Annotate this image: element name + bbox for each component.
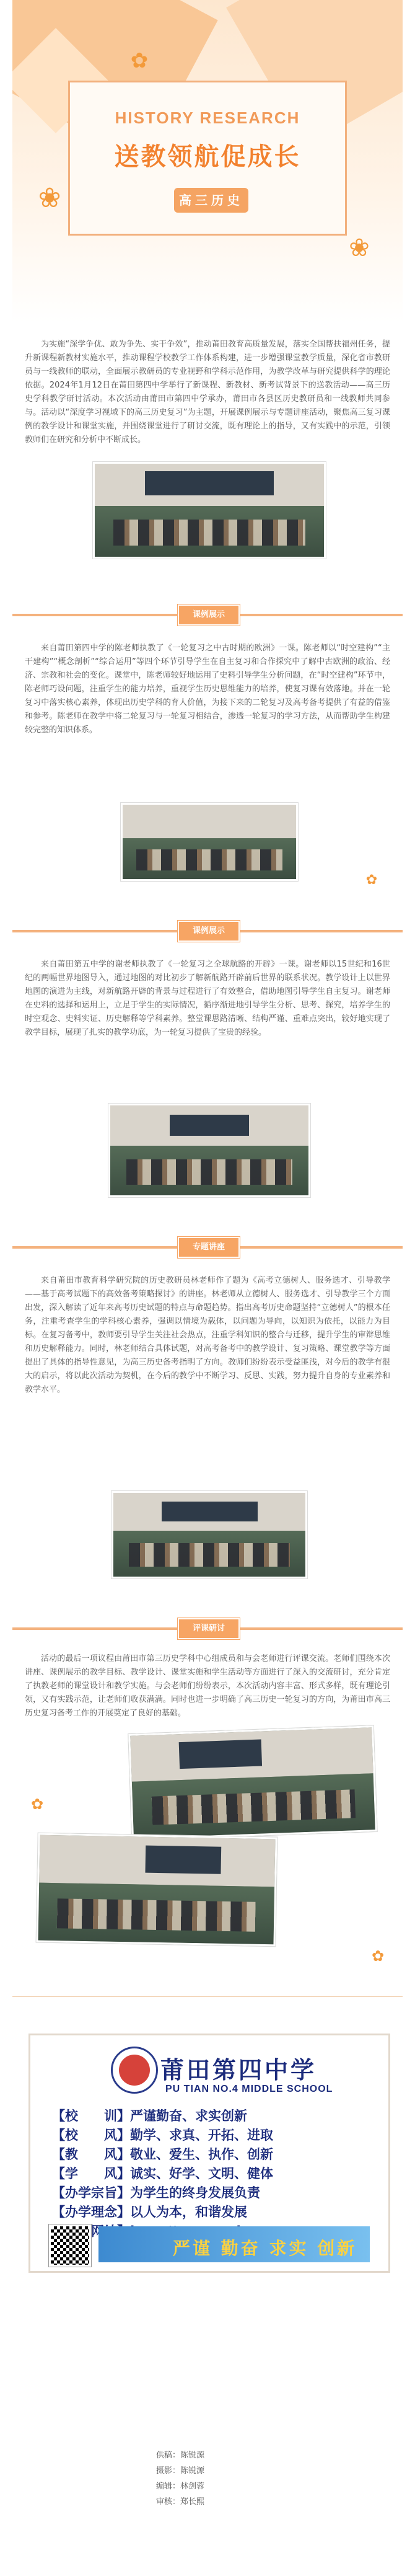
section-photo [121,803,298,881]
credit-line: 供稿：陈锐源 [156,2451,205,2460]
section-photo [36,1833,277,1947]
school-info-list [52,2107,286,2241]
intro-paragraph: 为实施“深学争优、敢为争先、实干争效”，推动莆田教育高质量发展，落实全国帮扶福州任务，提升新课程新教材实施水平，推动课程学校教学工作体系构建，进一步增强课堂教学质量，深化省市教研员与一线教师的联动，全面展示教研员的专业视野和学科示范作用，为教学改革与研究提供科学的理论依据。2024年1月12日在莆田第四中学举行了新课程、新教材、新考试背景下的送教活动——高三历史学科教学研讨活动。本次活动由莆田市第四中学承办，莆田市各县区历史教研员和一线教师共同参与。活动以“深度学习视域下的高三历史复习”为主题，开展课例展示与专题讲座活动，聚焦高三复习课例的教学设计和课堂实施，并围绕课堂进行了研讨交流，既有理论上的指导，又有实践中的示范，引领教师们在研究和分析中不断成长。 [25,340,390,445]
school-info-row: 【学 风】诚实、好学、文明、健体 [52,2166,273,2181]
hero-frame [68,81,347,236]
section-text: 活动的最后一项议程由莆田市第三历史学科中心组成员和与会老师进行评课交流。老师们围绕本次讲座、课例展示的教学目标、教学设计、课堂实施和学生活动等方面进行了深入的交流研讨，充分肯定了执教老师的课堂设计和教学实施。与会老师们纷纷表示，本次活动内容丰富、形式多样，既有理论引领，又有实践示范，让老师们收获满满。同时也进一步明确了高三历史一轮复习的方向，为莆田市高三历史复习备考工作的开展奠定了良好的基础。 [25,1654,390,1718]
hero-title: 送教领航促成长 [114,143,301,171]
section-photo [108,1104,310,1197]
school-info-row: 【校 风】勤学、求真、开拓、进取 [52,2128,273,2143]
section-photo [111,1491,307,1578]
school-info-row: 【校 训】严谨勤奋、求实创新 [52,2109,247,2123]
hero-title-en: HISTORY RESEARCH [115,108,300,127]
school-logo [111,2047,158,2094]
credit-line: 编辑：林剑蓉 [156,2482,205,2491]
section-text: 来自莆田市教育科学研究院的历史教研员林老师作了题为《高考立德树人、服务选才、引导教学——基于高考试题下的高效备考策略探讨》的讲座。林老师从立德树人、服务选才、引导教学三个方面出发，深入解读了近年来高考历史试题的特点与命题趋势。指出高考历史命题坚持“立德树人”的根本任务，注重考查学生的学科核心素养，强调以情境为载体，以问题为导向，以知识为依托，以能力为目标。在复习备考中，教师要引导学生关注社会热点，注重学科知识的整合与迁移，提升学生的审辩思维和历史解释能力。同时，林老师结合具体试题，对高考备考中的教学设计、复习策略、课堂教学等方面提出了具体的指导性意见，为高三历史备考指明了方向。教师们纷纷表示受益匪浅，对今后的教学有很大的启示，将以此次活动为契机，在今后的教学中不断学习、反思、实践，努力提升自身的专业素养和教学水平。 [25,1276,390,1394]
section-tag: 专题讲座 [178,1237,240,1258]
subject-tag: 高三历史 [174,188,248,213]
leaf-icon: ✿ [130,48,149,73]
school-banner [98,2226,370,2262]
school-card [28,2034,390,2273]
intro-photo [93,462,326,559]
school-name: 莆田第四中学 [160,2056,317,2084]
school-info-row: 【办学理念】以人为本，和谐发展 [52,2205,247,2220]
credit-line: 审核：郑长熙 [156,2497,205,2507]
leaf-icon: ✿ [365,872,378,888]
section-text: 来自莆田第五中学的谢老师执教了《一轮复习之全球航路的开辟》一课。谢老师以15世纪和16世纪的两幅世界地图导入，通过地图的对比初步了解新航路开辟前后世界的联系状况。教学设计上以世界地图的演进为主线，对新航路开辟的背景与过程进行了有效整合，借助地图引导学生自主复习。谢老师在史料的选择和运用上，立足于学生的实际情况，循序渐进地引导学生分析、思考、探究，培养学生的时空观念、史料实证、历史解释等学科素养。整堂课思路清晰、结构严谨、重难点突出，较好地实现了教学目标，展现了扎实的教学功底，为一轮复习提供了宝贵的经验。 [25,960,390,1037]
school-name-en: PU TIAN NO.4 MIDDLE SCHOOL [165,2084,333,2094]
banner-text: 严谨 勤奋 求实 创新 [173,2238,357,2259]
section-tag: 课例展示 [178,604,240,626]
page-divider [12,1996,403,1997]
credit-line: 摄影：陈锐源 [156,2466,205,2476]
leaf-icon: ❀ [38,182,61,214]
leaf-icon: ❀ [349,234,370,262]
section-photo [128,1725,377,1840]
section-tag: 评课研讨 [178,1618,240,1639]
school-info-row: 【教 风】敬业、爱生、执作、创新 [52,2147,273,2162]
leaf-icon: ✿ [30,1795,44,1813]
leaf-icon: ✿ [371,1947,385,1965]
qr-code-icon [49,2224,91,2267]
section-tag: 课例展示 [178,921,240,942]
school-info-row: 【办学宗旨】为学生的终身发展负责 [52,2185,260,2200]
section-text: 来自莆田第四中学的陈老师执教了《一轮复习之中古时期的欧洲》一课。陈老师以“时空建构”“主干建构”“概念剖析”“综合运用”等四个环节引导学生在自主复习和合作探究中了解中古欧洲的政治、经济、宗教和社会的变化。课堂中，陈老师较好地运用了史料引导学生分析问题，在“时空建构”环节中，陈老师巧设问题，注重学生的能力培养，重视学生历史思维能力的培养，使复习课有效落地。并在一轮复习中落实核心素养，体现出历史学科的育人价值，为接下来的二轮复习及高考备考提供了有益的借鉴和参考。陈老师在教学中将二轮复习与一轮复习相结合，渗透一轮复习的学习方法，从而帮助学生构建较完整的知识体系。 [25,644,390,735]
